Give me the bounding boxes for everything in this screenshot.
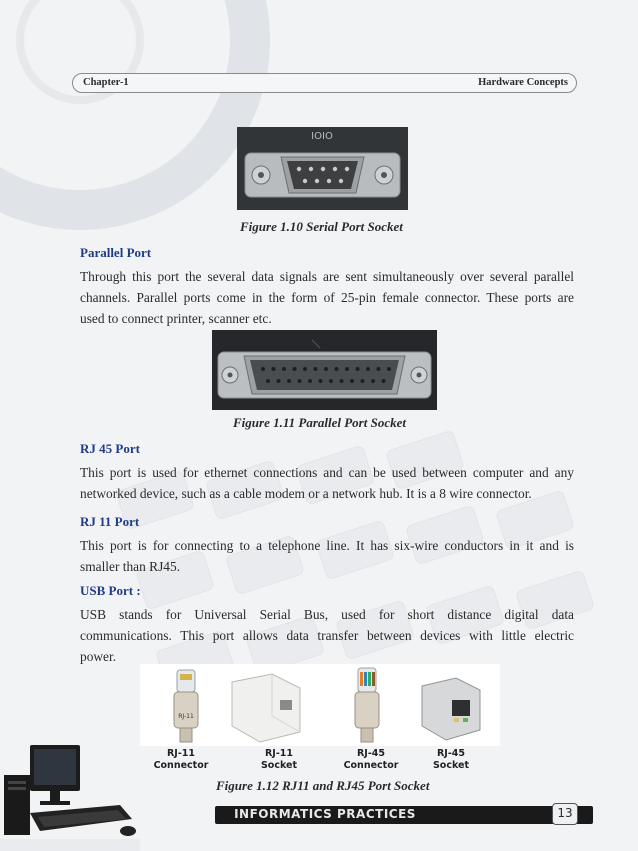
text-line: used to connect printer, scanner etc.: [80, 311, 272, 326]
figure-1-12-caption: Figure 1.12 RJ11 and RJ45 Port Socket: [216, 778, 430, 793]
connector-name: RJ-45: [436, 748, 465, 759]
text-line: Through this port the several data signals are sent simultaneously over several parallel: [80, 269, 574, 284]
text-line: USB stands for Universal Serial Bus, used for short distance digital data: [80, 607, 574, 622]
rj45-socket-label: [420, 748, 482, 772]
connector-type: Connector: [343, 760, 399, 771]
figure-1-10-caption: Figure 1.10 Serial Port Socket: [240, 219, 403, 234]
rj11-socket-image: [232, 674, 300, 742]
rj11-socket-label: [248, 748, 310, 772]
rj11-port-text: [80, 535, 574, 577]
chapter-label: Chapter-1: [83, 77, 129, 88]
rj11-connector-label: [150, 748, 212, 772]
usb-port-text: [80, 604, 574, 667]
rj45-port-heading: RJ 45 Port: [80, 441, 140, 456]
footer-title: INFORMATICS PRACTICES: [234, 807, 416, 821]
rj11-plug-marking: RJ-11: [178, 713, 194, 720]
rj45-connector-label: [340, 748, 402, 772]
parallel-port-text: [80, 266, 574, 329]
page-number: 13: [552, 803, 578, 825]
text-line: communications. This port allows data transfer between devices with little electric: [80, 628, 574, 643]
connector-type: Connector: [153, 760, 209, 771]
usb-port-heading: USB Port :: [80, 583, 141, 598]
figure-1-11-caption: Figure 1.11 Parallel Port Socket: [233, 415, 406, 430]
connector-type: Socket: [260, 760, 298, 771]
connector-name: RJ-11: [264, 748, 293, 759]
text-line: smaller than RJ45.: [80, 559, 181, 574]
parallel-port-heading: Parallel Port: [80, 245, 152, 260]
rj11-port-heading: RJ 11 Port: [80, 514, 140, 529]
computer-illustration: [0, 735, 140, 851]
parallel-port-photo: [212, 330, 437, 410]
connector-name: RJ-45: [356, 748, 385, 759]
text-line: This port is for connecting to a telephone line. It has six-wire conductors in it and is: [80, 538, 574, 553]
serial-port-photo: [237, 127, 408, 210]
rj45-socket-image: [422, 678, 480, 740]
page-header: [72, 73, 577, 93]
rj-connectors-photo: [140, 664, 500, 746]
serial-port-marking: IOIO: [311, 131, 333, 142]
text-line: channels. Parallel ports come in the form of 25-pin female connector. These ports are: [80, 290, 574, 305]
section-label: Hardware Concepts: [478, 77, 568, 88]
connector-name: RJ-11: [166, 748, 195, 759]
text-line: This port is used for ethernet connections and can be used between computer and any: [80, 465, 574, 480]
text-line: networked device, such as a cable modem or a network hub. It is a 8 wire connector.: [80, 486, 532, 501]
rj45-port-text: [80, 462, 574, 504]
text-line: power.: [80, 649, 117, 664]
connector-type: Socket: [432, 760, 470, 771]
